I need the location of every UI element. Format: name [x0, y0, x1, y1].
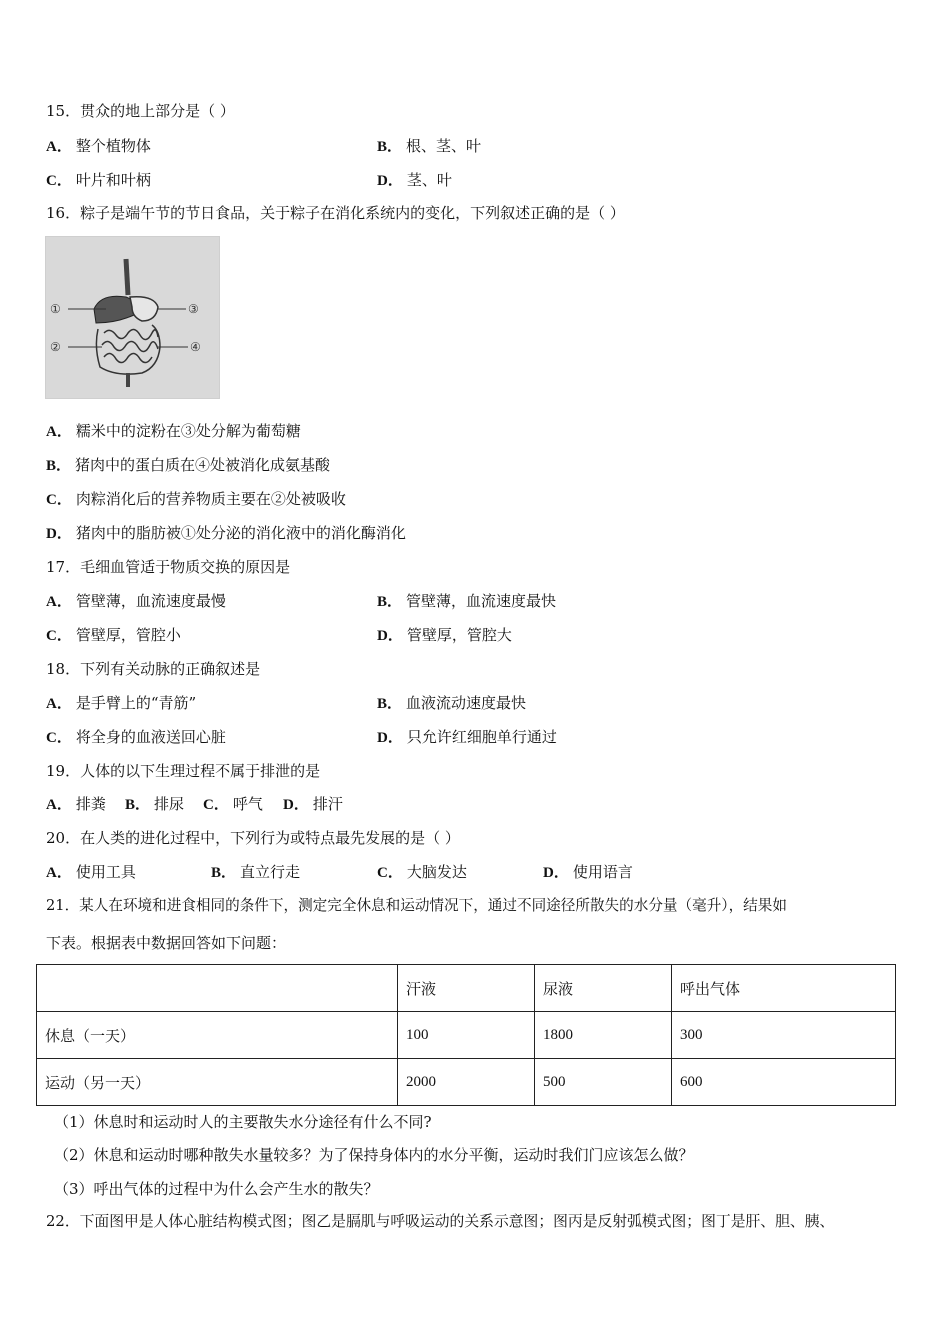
table-header-cell: 汗液: [398, 965, 535, 1012]
table-header-cell: [37, 965, 398, 1012]
q18-stem: 18．下列有关动脉的正确叙述是: [46, 660, 261, 678]
table-cell: 500: [535, 1059, 672, 1106]
q16-option-c: C． 肉粽消化后的营养物质主要在②处被吸收: [46, 490, 346, 508]
q21-stem-line1: 21．某人在环境和进食相同的条件下，测定完全休息和运动情况下，通过不同途径所散失的水分量（毫升），结果如: [46, 897, 787, 914]
diagram-label-1: ①: [50, 302, 61, 316]
water-loss-table: [36, 964, 896, 1106]
q18-option-a: A． 是手臂上的“青筋”: [46, 694, 197, 712]
q15-option-c: C． 叶片和叶柄: [46, 171, 151, 189]
q15-option-a: A． 整个植物体: [46, 137, 151, 155]
q21-stem-line2: 下表。根据表中数据回答如下问题：: [46, 934, 287, 952]
diagram-label-3: ③: [188, 302, 199, 316]
table-cell: 休息（一天）: [37, 1012, 398, 1059]
q16-option-a: A． 糯米中的淀粉在③处分解为葡萄糖: [46, 422, 301, 440]
q17-option-c: C． 管壁厚，管腔小: [46, 626, 181, 644]
diagram-label-2: ②: [50, 340, 61, 354]
q20-option-b: B． 直立行走: [211, 863, 301, 881]
q16-stem: 16．粽子是端午节的节日食品，关于粽子在消化系统内的变化，下列叙述正确的是（ ）: [46, 204, 625, 222]
table-cell: 2000: [398, 1059, 535, 1106]
q21-subquestion-1: （1）休息时和运动时人的主要散失水分途径有什么不同?: [54, 1113, 432, 1131]
table-cell: 100: [398, 1012, 535, 1059]
table-cell: 600: [672, 1059, 896, 1106]
q19-option-c: C． 呼气: [203, 795, 263, 813]
q18-option-b: B． 血液流动速度最快: [377, 694, 527, 712]
q15-option-d: D． 茎、叶: [377, 171, 452, 189]
table-cell: 300: [672, 1012, 896, 1059]
q20-option-d: D． 使用语言: [543, 863, 633, 881]
q16-option-b: B． 猪肉中的蛋白质在④处被消化成氨基酸: [46, 456, 331, 474]
digestive-system-diagram: [45, 236, 220, 399]
q17-option-b: B． 管壁薄，血流速度最快: [377, 592, 557, 610]
table-header-cell: 尿液: [535, 965, 672, 1012]
table-header-row: [37, 965, 896, 1012]
table-cell: 运动（另一天）: [37, 1059, 398, 1106]
q17-option-a: A． 管壁薄，血流速度最慢: [46, 592, 226, 610]
q19-option-d: D． 排汗: [283, 795, 343, 813]
q18-option-d: D． 只允许红细胞单行通过: [377, 728, 557, 746]
q20-option-a: A． 使用工具: [46, 863, 136, 881]
q17-option-d: D． 管壁厚，管腔大: [377, 626, 512, 644]
digestive-system-illustration: [46, 237, 219, 398]
table-cell: 1800: [535, 1012, 672, 1059]
table-header-cell: 呼出气体: [672, 965, 896, 1012]
q18-option-c: C． 将全身的血液送回心脏: [46, 728, 226, 746]
q19-option-a: A． 排粪: [46, 795, 106, 813]
q22-stem: 22．下面图甲是人体心脏结构模式图；图乙是膈肌与呼吸运动的关系示意图；图丙是反射弧模式图；图丁是肝、胆、胰、: [46, 1213, 835, 1230]
q15-option-b: B． 根、茎、叶: [377, 137, 482, 155]
q21-subquestion-3: （3）呼出气体的过程中为什么会产生水的散失？: [54, 1180, 379, 1198]
diagram-label-4: ④: [190, 340, 201, 354]
table-row: [37, 1059, 896, 1106]
q20-stem: 20．在人类的进化过程中，下列行为或特点最先发展的是（ ）: [46, 829, 460, 847]
table-row: [37, 1012, 896, 1059]
q19-stem: 19．人体的以下生理过程不属于排泄的是: [46, 762, 321, 780]
q16-option-d: D． 猪肉中的脂肪被①处分泌的消化液中的消化酶消化: [46, 524, 406, 542]
q15-stem: 15．贯众的地上部分是（ ）: [46, 102, 235, 120]
q17-stem: 17．毛细血管适于物质交换的原因是: [46, 558, 291, 576]
q20-option-c: C． 大脑发达: [377, 863, 467, 881]
q19-option-b: B． 排尿: [125, 795, 185, 813]
q21-subquestion-2: （2）休息和运动时哪种散失水量较多？为了保持身体内的水分平衡，运动时我们门应该怎么做？: [54, 1146, 694, 1164]
